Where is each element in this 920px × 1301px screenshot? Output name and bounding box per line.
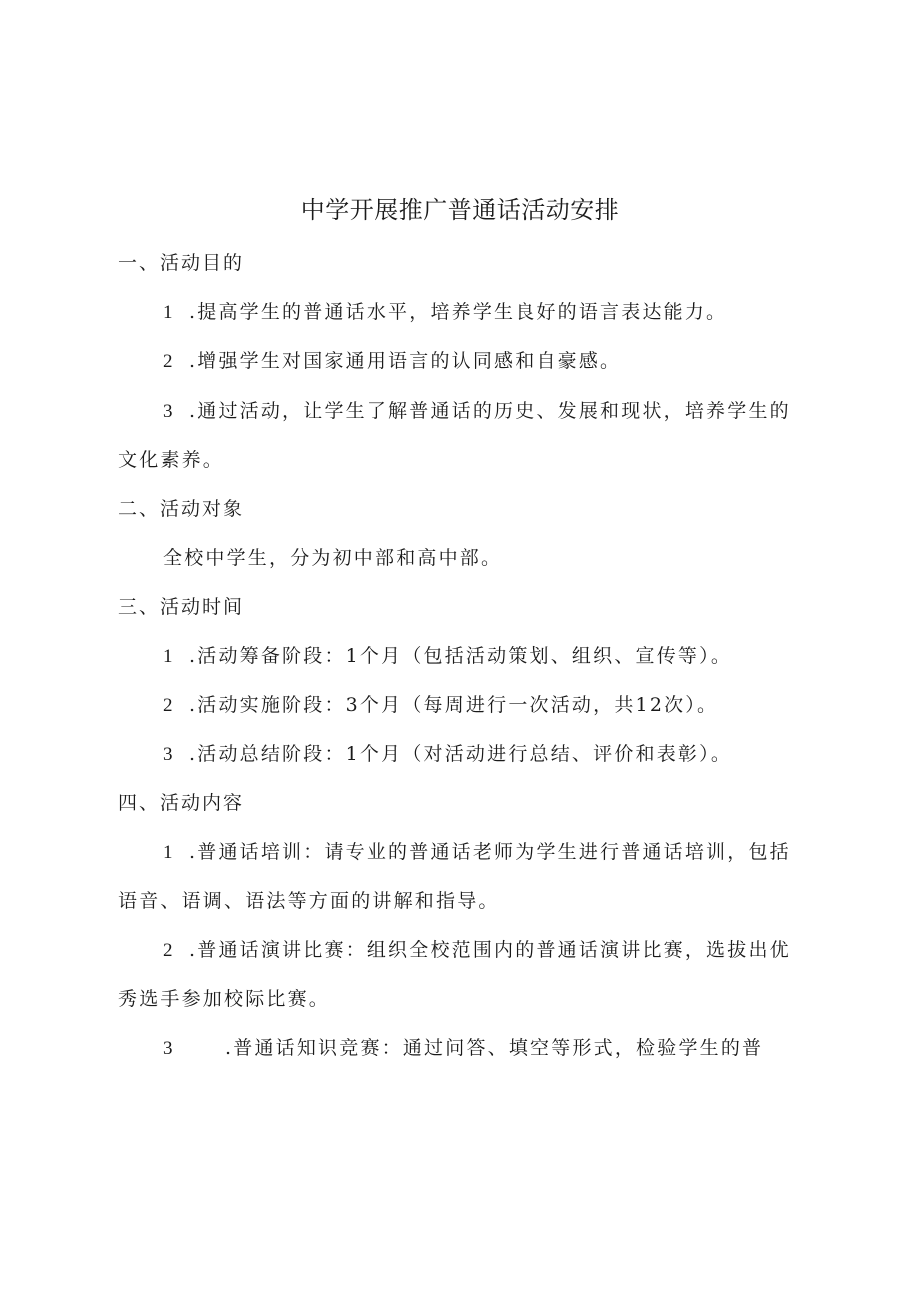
item-number: 2 <box>163 351 175 372</box>
item-number: 3 <box>163 744 175 765</box>
item-number: 3 <box>163 401 175 422</box>
item-text: .通过活动，让学生了解普通话的历史、发展和现状，培养学生的 <box>189 400 791 422</box>
list-item <box>163 299 727 326</box>
section-body: 全校中学生，分为初中部和高中部。 <box>163 547 503 569</box>
item-text: .活动总结阶段：1个月（对活动进行总结、评价和表彰）。 <box>189 743 733 765</box>
item-text: .活动实施阶段：3个月（每周进行一次活动，共12次）。 <box>189 694 719 716</box>
item-number: 1 <box>163 646 175 667</box>
list-item <box>163 348 621 375</box>
section-heading-target: 二、活动对象 <box>118 498 245 520</box>
section-heading-purpose: 一、活动目的 <box>118 252 245 274</box>
item-text: .普通话培训：请专业的普通话老师为学生进行普通话培训，包括 <box>189 841 791 863</box>
item-text: .普通话知识竞赛：通过问答、填空等形式，检验学生的普 <box>225 1037 764 1059</box>
list-item <box>163 1035 763 1062</box>
item-text: .普通话演讲比赛：组织全校范围内的普通话演讲比赛，选拔出优 <box>189 939 791 961</box>
section-heading-content: 四、活动内容 <box>118 792 245 814</box>
section-heading-time: 三、活动时间 <box>118 596 245 618</box>
item-number: 1 <box>163 302 175 323</box>
list-item <box>163 692 718 719</box>
list-item <box>163 839 791 866</box>
list-item <box>163 398 791 425</box>
document-title: 中学开展推广普通话活动安排 <box>300 196 620 224</box>
item-continuation: 语音、语调、语法等方面的讲解和指导。 <box>118 890 500 912</box>
item-text: .增强学生对国家通用语言的认同感和自豪感。 <box>189 350 622 372</box>
list-item <box>163 741 732 768</box>
item-continuation: 文化素养。 <box>118 449 225 471</box>
item-text: .活动筹备阶段：1个月（包括活动策划、组织、宣传等）。 <box>189 645 733 667</box>
item-number: 3 <box>163 1038 175 1059</box>
list-item <box>163 643 732 670</box>
item-number: 2 <box>163 695 175 716</box>
item-number: 1 <box>163 842 175 863</box>
item-continuation: 秀选手参加校际比赛。 <box>118 988 331 1010</box>
item-number: 2 <box>163 940 175 961</box>
list-item <box>163 937 791 964</box>
item-text: .提高学生的普通话水平，培养学生良好的语言表达能力。 <box>189 301 728 323</box>
